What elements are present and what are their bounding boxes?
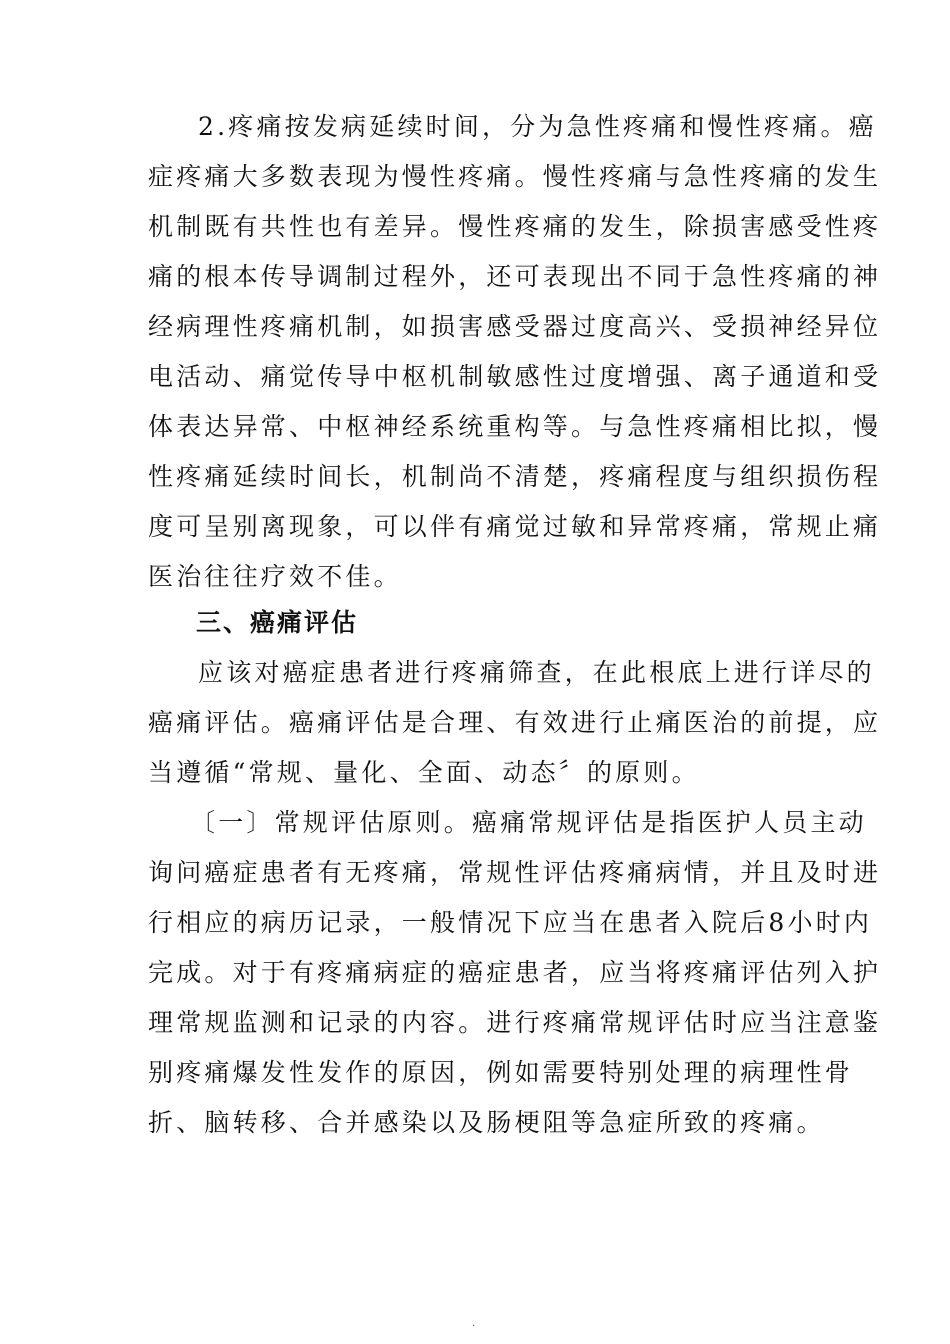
paragraph-line: 应该对癌症患者进行疼痛筛查，在此根底上进行详尽的 (198, 658, 875, 687)
paragraph-line: 理常规监测和记录的内容。进行疼痛常规评估时应当注意鉴 (148, 1008, 882, 1037)
paragraph-line: 当遵循“常规、量化、全面、动态〞的原则。 (148, 758, 700, 787)
paragraph-line: 医治往往疗效不佳。 (148, 562, 402, 591)
paragraph-line: 电活动、痛觉传导中枢机制敏感性过度增强、离子通道和受 (148, 362, 882, 391)
section-heading: 三、癌痛评估 (196, 608, 359, 637)
paragraph-line: 2.疼痛按发病延续时间，分为急性疼痛和慢性疼痛。癌 (198, 112, 877, 141)
paragraph-line: 〔一〕常规评估原则。癌痛常规评估是指医护人员主动 (190, 808, 867, 837)
paragraph-line: 别疼痛爆发性发作的原因，例如需要特别处理的病理性骨 (148, 1058, 854, 1087)
paragraph-line: 行相应的病历记录，一般情况下应当在患者入院后8小时内 (148, 908, 873, 937)
page-footer-mark: . (472, 1318, 476, 1329)
paragraph-line: 癌痛评估。癌痛评估是合理、有效进行止痛医治的前提，应 (148, 708, 882, 737)
paragraph-line: 体表达异常、中枢神经系统重构等。与急性疼痛相比拟，慢 (148, 412, 882, 441)
paragraph-line: 完成。对于有疼痛病症的癌症患者，应当将疼痛评估列入护 (148, 958, 882, 987)
paragraph-line: 度可呈别离现象，可以伴有痛觉过敏和异常疼痛，常规止痛 (148, 512, 882, 541)
paragraph-line: 机制既有共性也有差异。慢性疼痛的发生，除损害感受性疼 (148, 212, 882, 241)
paragraph-line: 痛的根本传导调制过程外，还可表现出不同于急性疼痛的神 (148, 262, 882, 291)
paragraph-line: 性疼痛延续时间长，机制尚不清楚，疼痛程度与组织损伤程 (148, 462, 882, 491)
paragraph-line: 经病理性疼痛机制，如损害感受器过度高兴、受损神经异位 (148, 312, 882, 341)
paragraph-line: 询问癌症患者有无疼痛，常规性评估疼痛病情，并且及时进 (148, 858, 882, 887)
paragraph-line: 症疼痛大多数表现为慢性疼痛。慢性疼痛与急性疼痛的发生 (148, 162, 882, 191)
paragraph-line: 折、脑转移、合并感染以及肠梗阻等急症所致的疼痛。 (148, 1108, 825, 1137)
